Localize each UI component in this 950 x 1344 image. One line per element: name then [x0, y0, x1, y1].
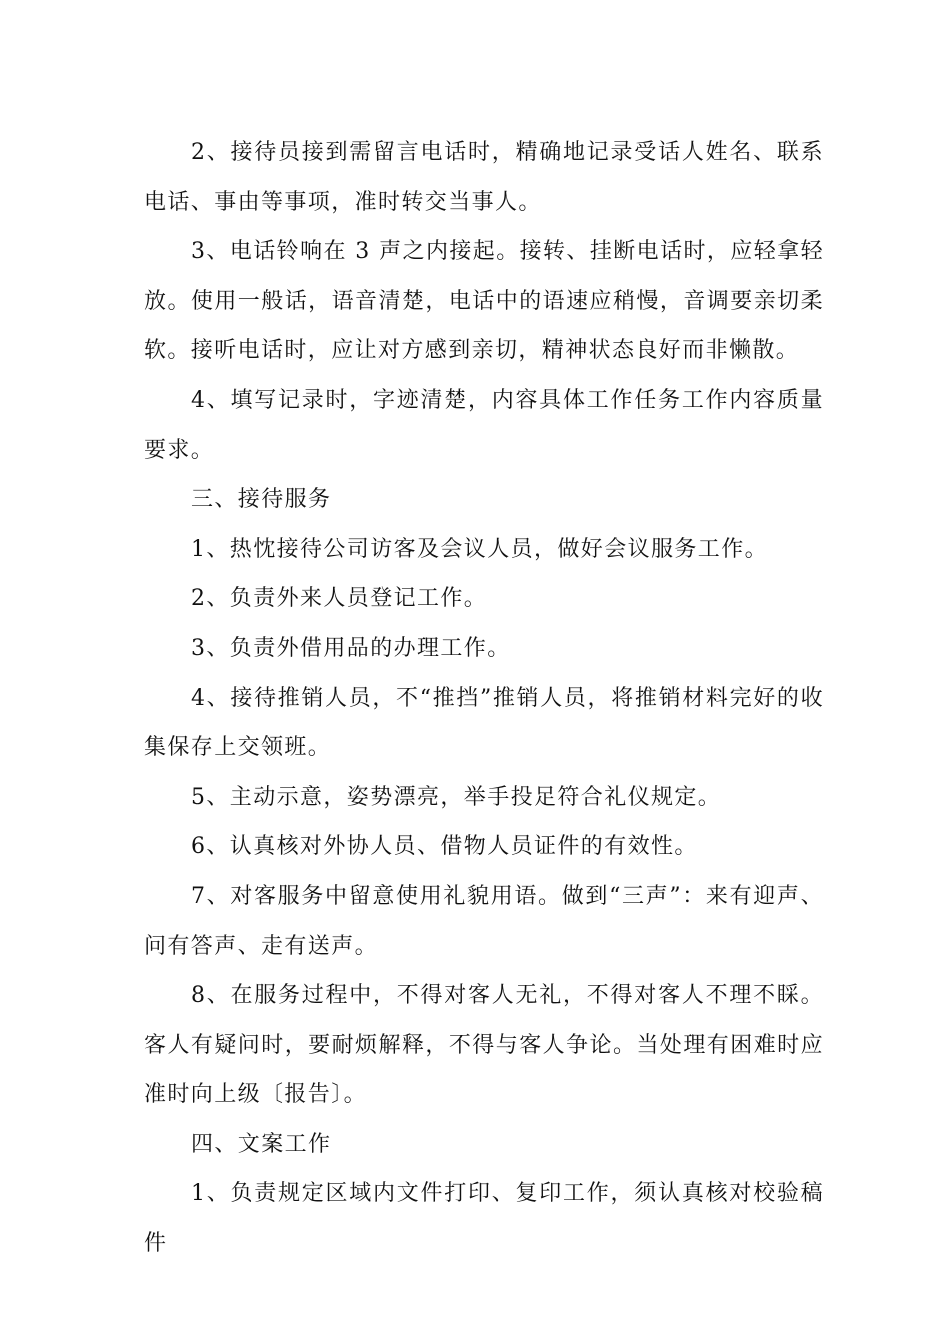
paragraph-posture: 5、主动示意，姿势漂亮，举手投足符合礼仪规定。 [191, 784, 722, 810]
document-body [144, 128, 824, 1269]
paragraph-sales-staff: 4、接待推销人员，不“推挡”推销人员，将推销材料完好的收集保存上交领班。 [144, 685, 824, 761]
section-heading-reception-service: 三、接待服务 [191, 487, 332, 513]
paragraph-polite-language: 7、对客服务中留意使用礼貌用语。做到“三声”：来有迎声、问有答声、走有送声。 [144, 883, 824, 959]
paragraph-id-verification: 6、认真核对外协人员、借物人员证件的有效性。 [191, 834, 698, 860]
paragraph-service-conduct: 8、在服务过程中，不得对客人无礼，不得对客人不理不睬。客人有疑问时，要耐烦解释，不得与客人争论。当处理有困难时应准时向上级〔报告〕。 [144, 983, 824, 1108]
paragraph-phone-etiquette: 3、电话铃响在 3 声之内接起。接转、挂断电话时，应轻拿轻放。使用一般话，语音清楚，电话中的语速应稍慢，音调要亲切柔软。接听电话时，应让对方感到亲切，精神状态良好而非懒散。 [144, 239, 824, 364]
paragraph-record-writing: 4、填写记录时，字迹清楚，内容具体工作任务工作内容质量要求。 [144, 387, 824, 463]
paragraph-visitor-reception: 1、热忱接待公司访客及会议人员，做好会议服务工作。 [191, 536, 768, 562]
paragraph-printing-copying: 1、负责规定区域内文件打印、复印工作，须认真核对校验稿件 [144, 1181, 824, 1257]
section-heading-clerical-work: 四、文案工作 [191, 1131, 332, 1157]
paragraph-item-lending: 3、负责外借用品的办理工作。 [191, 635, 511, 661]
paragraph-visitor-registration: 2、负责外来人员登记工作。 [191, 586, 488, 612]
paragraph-message-recording: 2、接待员接到需留言电话时，精确地记录受话人姓名、联系电话、事由等事项，准时转交当事人。 [144, 140, 824, 215]
